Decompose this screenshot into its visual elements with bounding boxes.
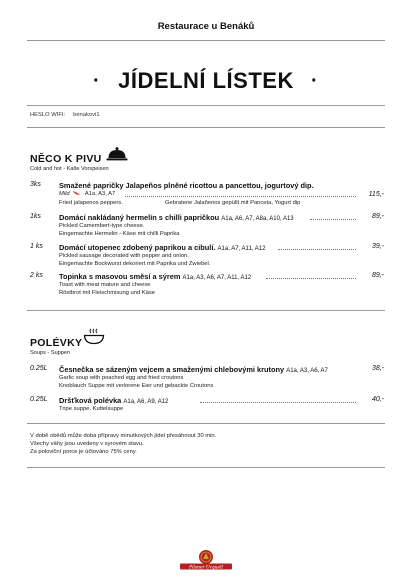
price-leader [200,402,356,403]
note-line: Za poloviční porce je účtováno 75% ceny. [30,449,137,456]
item-tags [59,191,115,197]
item-price: 39,- [371,243,384,250]
title-row [0,64,412,98]
divider [27,423,385,424]
divider [27,310,385,311]
section-title-soups: POLÉVKY [30,337,83,349]
note-line: Všechy váhy jsou uvedeny v syrovém stavu. [30,441,144,448]
item-translation-en: Garlic soup with poached egg and fried croutons [59,375,184,381]
item-price: 40,- [371,396,384,403]
price-leader [310,219,356,220]
item-quantity: 2 ks [30,272,43,279]
item-name: Česnečka se sázeným vejcem a smaženými chlebovými krutony A1a, A3, A6, A7 [59,365,328,374]
item-allergens: A1a, A6, A9, A12 [123,399,169,405]
item-price: 115,- [368,191,384,198]
item-name: Domácí nakládaný hermelín s chilli papričkou A1a, A6, A7, A8a, A10, A13 [59,213,294,222]
item-translation-en: Pickled Camembert-type cheese. [59,223,145,229]
divider [27,105,385,106]
divider [27,40,385,41]
item-translation-en: Toast with meat mature and cheese [59,282,151,288]
item-allergens: A1a, A3, A6, A7 [286,368,328,374]
page-title: JÍDELNÍ LÍSTEK [118,68,294,93]
pilsner-urquell-logo [176,549,236,571]
item-translation-de: Eingemachte Bockwurst dekoriert mit Paprika und Zwiebel. [59,261,211,267]
item-translation-de: Röstbrot mit Fleischmisung und Käse [59,290,156,296]
menu-item [30,365,386,392]
title-dot-left: · [93,70,100,92]
item-price: 38,- [371,365,384,372]
menu-item [30,272,386,299]
section-title-snacks: NĚCO K PIVU [30,153,102,165]
item-quantity: 0.25L [30,365,48,372]
price-leader [125,196,356,197]
item-price: 89,- [371,213,384,220]
mild-tag: Mild [59,191,70,198]
item-translation-de: Knoblauch Suppe mit verlorene Eier und gebackte Croutons [59,383,214,389]
item-translation-en: Pickled sausage decorated with pepper and onion. [59,253,189,259]
item-quantity: 1ks [30,213,41,220]
divider [27,467,385,468]
divider [27,127,385,128]
menu-item [30,213,386,240]
section-subtitle-soups: Soups - Suppen [30,350,71,356]
item-quantity: 0.25L [30,396,48,403]
item-translation-de: Gebratene Jalaňenos gepüllt mit Panceta, Yogurt dip [165,200,301,206]
section-subtitle-snacks: Cold and hot - Kalte Vorspeisen [30,166,109,172]
restaurant-name: Restaurace u Benáků [157,21,255,32]
menu-item [30,243,386,270]
menu-notes [30,432,216,457]
price-leader [266,278,356,279]
title-dot-right: · [311,70,318,92]
note-line: V době obědů může doba přípravy minutkových jídel přesáhnout 30 min. [30,433,217,439]
menu-item [30,396,386,416]
item-translation-de: Eingemachte Hermelin - Käse mit chilli Paprika [59,231,180,237]
item-name: Topinka s masovou směsí a sýrem A1a, A3, A6, A7, A11, A12 [59,272,252,281]
item-allergens: A1a, A3, A7 [84,191,116,198]
item-allergens: A1a, A7, A11, A12 [217,246,266,252]
wifi-password: benakovi1 [73,112,100,118]
item-translation-en: Fried jalapenos peppers. [59,200,123,206]
menu-item [30,181,386,211]
item-allergens: A1a, A3, A6, A7, A11, A12 [182,275,252,281]
wifi-info [30,112,108,118]
item-price: 89,- [371,272,384,279]
logo-wordmark: Pilsner Urquell [189,565,223,571]
item-quantity: 1 ks [30,243,43,250]
item-allergens: A1a, A6, A7, A8a, A10, A13 [221,216,294,222]
wifi-label: HESLO WIFI: [30,112,66,118]
item-quantity: 3ks [30,181,41,188]
chili-icon [73,191,81,196]
item-name: Domácí utopenec zdobený paprikou a cibulí. A1a, A7, A11, A12 [59,243,266,252]
cloche-icon [106,146,128,162]
price-leader [278,249,356,250]
soup-bowl-icon [83,328,105,346]
item-name: Smažené papričky Jalapeños plněné ricottou a pancettou, jogurtový dip. [59,181,314,190]
item-translation: Tripe suppe. Kuttelsuppe [59,406,124,412]
item-name: Dršťková polévka A1a, A6, A9, A12 [59,396,169,405]
